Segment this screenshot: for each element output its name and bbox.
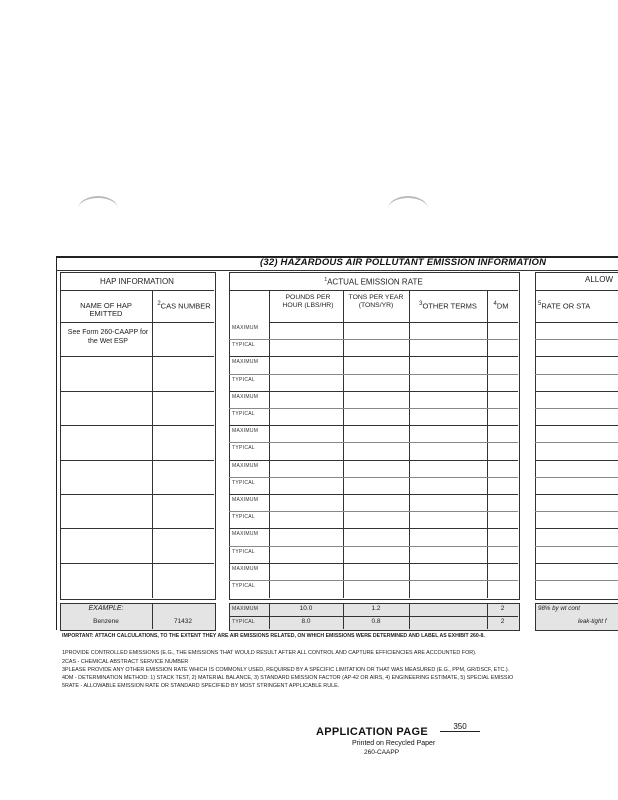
row-label-typical: TYPICAL	[232, 479, 255, 486]
row-block-border	[535, 425, 618, 426]
col-cas-number	[156, 300, 212, 311]
example-typ-tons: 0.8	[371, 618, 381, 625]
row-block-border	[229, 528, 518, 529]
example-typ-label: TYPICAL	[232, 619, 255, 625]
row-block-border	[535, 494, 618, 495]
hap-col-divider	[152, 290, 153, 598]
row-block-border	[60, 494, 214, 495]
row-mid-border	[535, 374, 618, 375]
footnote-5: 5RATE - ALLOWABLE EMISSION RATE OR STANDARD SPECIFIED BY MOST STRINGENT APPLICABLE RULE.	[62, 683, 340, 689]
row-mid-border	[229, 580, 518, 581]
row-label-maximum: MAXIMUM	[232, 428, 259, 435]
hap-header-underline	[60, 322, 214, 323]
footnote-mark-1: 1	[324, 277, 328, 283]
row-block-border	[229, 425, 518, 426]
row-mid-border	[535, 546, 618, 547]
row-label-maximum: MAXIMUM	[232, 565, 259, 572]
example-max-tons: 1.2	[371, 605, 381, 612]
row-mid-border	[535, 477, 618, 478]
row-block-border	[60, 563, 214, 564]
row-block-border	[535, 460, 618, 461]
footnote-mark-2: 2	[157, 301, 161, 307]
row-mid-border	[535, 339, 618, 340]
example-max-dm: 2	[500, 605, 505, 612]
actual-section-title	[229, 276, 518, 287]
allowable-title-divider	[535, 290, 618, 291]
col-dm-text: DM	[496, 301, 509, 311]
row-block-border	[60, 356, 214, 357]
row-label-typical: TYPICAL	[232, 514, 255, 521]
row-block-border	[535, 356, 618, 357]
example-hap: Benzene	[93, 618, 119, 625]
actual-header-underline	[269, 322, 518, 323]
col-other-terms	[412, 300, 484, 311]
row-mid-border	[229, 511, 518, 512]
col-hap-name: NAME OF HAP EMITTED	[80, 301, 132, 318]
col-rate-text: RATE OR STA	[541, 301, 591, 311]
other-dm-divider	[487, 290, 488, 598]
col-dm	[486, 300, 516, 311]
row-block-border	[60, 391, 214, 392]
row-label-typical: TYPICAL	[232, 342, 255, 349]
actual-title-text: ACTUAL EMISSION RATE	[327, 277, 423, 287]
row-block-border	[535, 528, 618, 529]
row-mid-border	[229, 339, 518, 340]
row-block-border	[229, 563, 518, 564]
row-label-typical: TYPICAL	[232, 445, 255, 452]
hap-title-divider	[60, 290, 214, 291]
row-label-maximum: MAXIMUM	[232, 325, 259, 331]
row-block-border	[60, 528, 214, 529]
row-block-border	[229, 391, 518, 392]
page-number: 350	[440, 722, 480, 732]
row-label-maximum: MAXIMUM	[232, 497, 259, 503]
example-cas: 71432	[173, 618, 193, 625]
row-label-divider	[269, 290, 270, 598]
lbs-tons-divider	[343, 290, 344, 598]
col-other-text: OTHER TERMS	[422, 301, 477, 311]
row-label-maximum: MAXIMUM	[232, 462, 259, 469]
row-mid-border	[229, 374, 518, 375]
example-v3	[409, 603, 410, 629]
footnote-2: 2CAS - CHEMICAL ABSTRACT SERVICE NUMBER	[62, 659, 189, 665]
row-mid-border	[535, 511, 618, 512]
binder-hole-right	[388, 196, 428, 222]
row-label-typical: TYPICAL	[232, 411, 255, 417]
row-block-border	[60, 425, 214, 426]
allowable-header-underline	[535, 322, 618, 323]
row-block-border	[60, 460, 214, 461]
footnote-3: 3PLEASE PROVIDE ANY OTHER EMISSION RATE WHICH IS COMMONLY USED, REQUIRED BY A SPECIFIC LIMITATION OR THAT WAS MEASURED (E.G., PPM, GR/DSCF, ETC.).	[62, 667, 510, 673]
allowable-section-title: ALLOW	[585, 275, 614, 284]
example-hap-divider	[152, 603, 153, 629]
col-cas-text: CAS NUMBER	[160, 301, 211, 311]
row-block-border	[229, 494, 518, 495]
row-label-typical: TYPICAL	[232, 548, 255, 555]
tons-other-divider	[409, 290, 410, 598]
row-mid-border	[229, 546, 518, 547]
row-mid-border	[229, 408, 518, 409]
footnote-mark-4: 4	[493, 301, 497, 307]
example-typ-lbs: 8.0	[301, 618, 311, 625]
col-rate-standard	[538, 300, 618, 311]
printed-note: Printed on Recycled Paper	[352, 740, 436, 747]
row-label-typical: TYPICAL	[232, 376, 255, 383]
row-mid-border	[229, 477, 518, 478]
row-block-border	[535, 563, 618, 564]
example-allow-2: leak-tight f	[578, 618, 607, 625]
footnote-1: 1PROVIDE CONTROLLED EMISSIONS (E.G., THE EMISSIONS THAT WOULD RESULT AFTER ALL CONTROL AND CAPTURE EFFICIENCIES ARE ACCOUNTED FOR).	[62, 650, 477, 656]
hap-section-title: HAP INFORMATION	[100, 277, 174, 286]
title-underline	[56, 270, 618, 271]
col-lbs-per-hour: POUNDS PER HOUR (LBS/HR)	[282, 294, 334, 309]
row-block-border	[229, 356, 518, 357]
col-tons-per-year: TONS PER YEAR (TONS/YR)	[348, 294, 404, 309]
row-block-border	[229, 460, 518, 461]
row-mid-border	[535, 442, 618, 443]
row-label-maximum: MAXIMUM	[232, 393, 259, 400]
application-page-label: APPLICATION PAGE	[316, 726, 428, 738]
hap-entry-1: See Form 260-CAAPP for the Wet ESP	[67, 329, 149, 345]
row-mid-border	[535, 580, 618, 581]
example-typ-dm: 2	[500, 618, 505, 625]
example-max-lbs: 10.0	[299, 605, 313, 612]
example-label: EXAMPLE:	[88, 605, 124, 612]
important-note: IMPORTANT: ATTACH CALCULATIONS, TO THE EXTENT THEY ARE AIR EMISSIONS RELATED, ON WHICH EMISSIONS WERE DETERMINED AND LABEL AS EXHIBIT 260-8.	[62, 633, 485, 639]
footnote-4: 4DM - DETERMINATION METHOD: 1) STACK TEST, 2) MATERIAL BALANCE, 3) STANDARD EMISSION FACTOR (AP-42 OR AIRS, 4) ENGINEERING ESTIMATE, 5) SPECIAL EMISSIO	[62, 675, 514, 681]
actual-title-divider	[229, 290, 518, 291]
footnote-mark-5: 5	[538, 301, 542, 307]
form-id: 260-CAAPP	[364, 749, 400, 756]
row-mid-border	[229, 442, 518, 443]
footnote-mark-3: 3	[419, 301, 423, 307]
example-allow-1: 98% by wt cont	[538, 605, 580, 612]
row-block-border	[535, 391, 618, 392]
binder-hole-left	[78, 196, 118, 222]
row-label-maximum: MAXIMUM	[232, 531, 259, 538]
row-mid-border	[535, 408, 618, 409]
example-mid-line	[229, 616, 518, 617]
row-label-typical: TYPICAL	[232, 583, 255, 589]
form-title: (32) HAZARDOUS AIR POLLUTANT EMISSION INFORMATION	[260, 257, 547, 268]
row-label-maximum: MAXIMUM	[232, 359, 259, 366]
example-max-label: MAXIMUM	[232, 606, 259, 612]
